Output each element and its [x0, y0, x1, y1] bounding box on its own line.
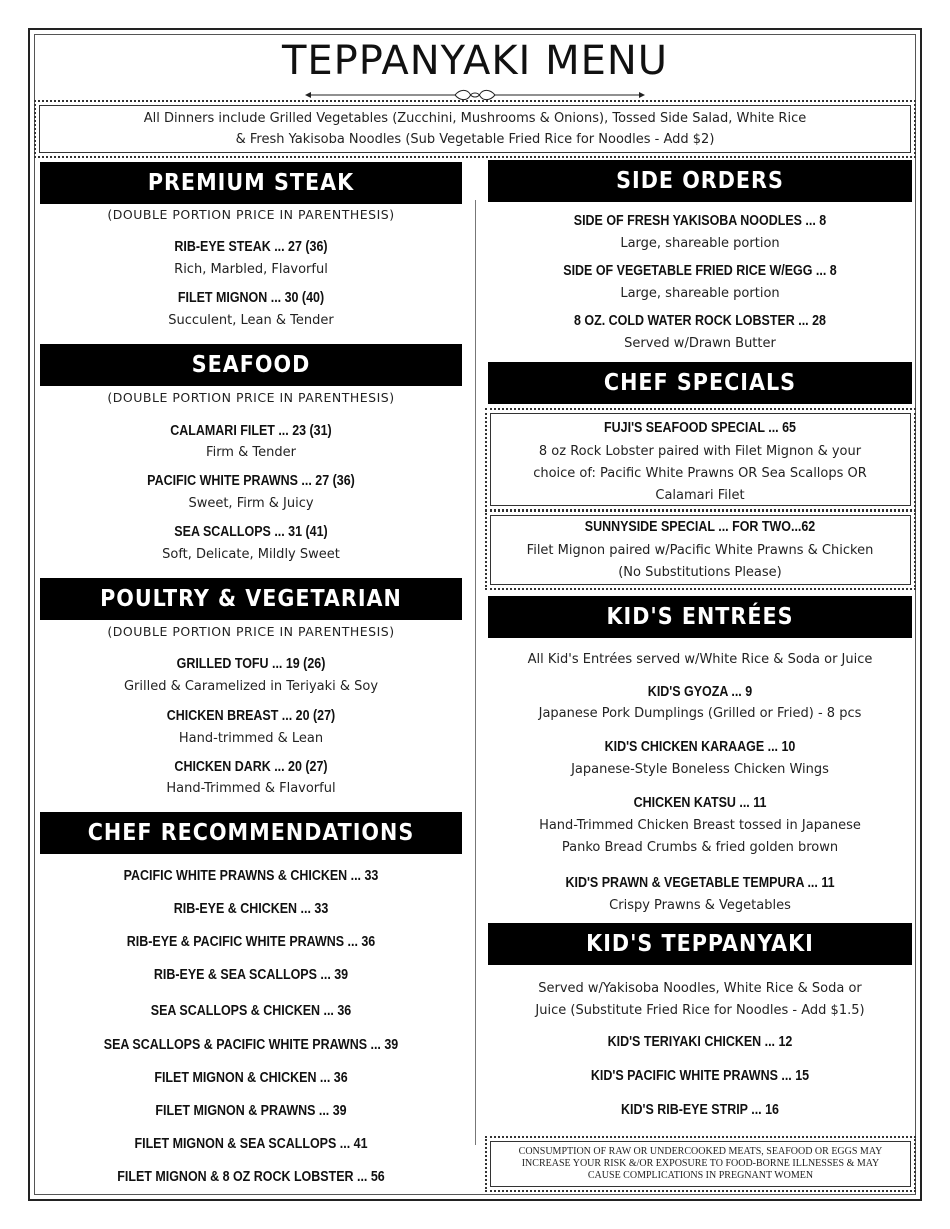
disclaimer-line: CAUSE COMPLICATIONS IN PREGNANT WOMEN	[587, 1170, 814, 1181]
menu-item-name: CHICKEN KATSU ... 11	[633, 795, 767, 811]
recommendation-item: FILET MIGNON & PRAWNS ... 39	[155, 1103, 347, 1119]
menu-item-name: SIDE OF VEGETABLE FRIED RICE W/EGG ... 8	[563, 263, 837, 279]
menu-item-desc: Rich, Marbled, Flavorful	[174, 262, 328, 277]
menu-item-name: CHICKEN DARK ... 20 (27)	[174, 759, 328, 775]
menu-item-name: FILET MIGNON ... 30 (40)	[177, 290, 325, 306]
menu-item-desc: Succulent, Lean & Tender	[168, 313, 334, 328]
menu-item-desc-line: Panko Bread Crumbs & fried golden brown	[561, 840, 839, 855]
chef-specials-heading: CHEF SPECIALS	[488, 362, 912, 404]
recommendation-item: FILET MIGNON & 8 OZ ROCK LOBSTER ... 56	[117, 1169, 385, 1185]
menu-item-name: RIB-EYE STEAK ... 27 (36)	[174, 239, 328, 255]
special-desc-line: Filet Mignon paired w/Pacific White Prawns & Chicken	[526, 543, 874, 558]
menu-item-desc: Large, shareable portion	[620, 286, 780, 301]
menu-item-name: CALAMARI FILET ... 23 (31)	[170, 423, 332, 439]
kids-teppanyaki-heading: KID'S TEPPANYAKI	[488, 923, 912, 965]
menu-item-name: KID'S RIB-EYE STRIP ... 16	[621, 1102, 779, 1118]
kids-teppanyaki-note-line: Juice (Substitute Fried Rice for Noodles - Add $1.5)	[535, 1003, 865, 1018]
special-desc	[488, 441, 912, 507]
recommendation-item: PACIFIC WHITE PRAWNS & CHICKEN ... 33	[123, 868, 379, 884]
recommendation-item: RIB-EYE & PACIFIC WHITE PRAWNS ... 36	[126, 934, 376, 950]
menu-item-desc: Soft, Delicate, Mildly Sweet	[162, 547, 340, 562]
menu-item-desc: Crispy Prawns & Vegetables	[609, 898, 791, 913]
kids-teppanyaki-note	[488, 978, 912, 1022]
menu-item-desc: Firm & Tender	[206, 445, 296, 460]
menu-item-name: KID'S PRAWN & VEGETABLE TEMPURA ... 11	[565, 875, 835, 891]
recommendation-item: RIB-EYE & SEA SCALLOPS ... 39	[153, 967, 349, 983]
menu-item-name: SIDE OF FRESH YAKISOBA NOODLES ... 8	[573, 213, 827, 229]
intro-line: All Dinners include Grilled Vegetables (Zucchini, Mushrooms & Onions), Tossed Side Salad, White Rice	[143, 111, 807, 126]
disclaimer-line: CONSUMPTION OF RAW OR UNDERCOOKED MEATS, SEAFOOD OR EGGS MAY	[518, 1146, 883, 1157]
poultry-note: (DOUBLE PORTION PRICE IN PARENTHESIS)	[107, 624, 395, 639]
seafood-heading: SEAFOOD	[40, 344, 462, 386]
menu-item-name: PACIFIC WHITE PRAWNS ... 27 (36)	[147, 473, 355, 489]
kids-entrees-heading: KID'S ENTRÉES	[488, 596, 912, 638]
recommendation-item: FILET MIGNON & SEA SCALLOPS ... 41	[134, 1136, 368, 1152]
recommendation-item: RIB-EYE & CHICKEN ... 33	[173, 901, 329, 917]
intro-line: & Fresh Yakisoba Noodles (Sub Vegetable Fried Rice for Noodles - Add $2)	[235, 132, 715, 147]
recommendation-item: FILET MIGNON & CHICKEN ... 36	[154, 1070, 348, 1086]
menu-item-name: SEA SCALLOPS ... 31 (41)	[174, 524, 328, 540]
side-orders-heading: SIDE ORDERS	[488, 160, 912, 202]
menu-item-desc: Large, shareable portion	[620, 236, 780, 251]
disclaimer-box	[485, 1136, 916, 1192]
menu-item-desc: Japanese-Style Boneless Chicken Wings	[571, 762, 829, 777]
column-divider	[475, 200, 476, 1145]
premium-steak-note: (DOUBLE PORTION PRICE IN PARENTHESIS)	[107, 207, 395, 222]
special-desc-line: Calamari Filet	[655, 488, 745, 503]
chef-recommendations-heading: CHEF RECOMMENDATIONS	[40, 812, 462, 854]
special-name: FUJI'S SEAFOOD SPECIAL ... 65	[604, 420, 796, 436]
recommendation-item: SEA SCALLOPS & CHICKEN ... 36	[150, 1003, 352, 1019]
seafood-note: (DOUBLE PORTION PRICE IN PARENTHESIS)	[107, 390, 395, 405]
kids-teppanyaki-note-line: Served w/Yakisoba Noodles, White Rice & Soda or	[538, 981, 862, 996]
menu-item-name: GRILLED TOFU ... 19 (26)	[176, 656, 326, 672]
menu-item-desc: Served w/Drawn Butter	[624, 336, 776, 351]
menu-item-desc-line: Hand-Trimmed Chicken Breast tossed in Japanese	[539, 818, 861, 833]
special-desc-line: choice of: Pacific White Prawns OR Sea Scallops OR	[533, 466, 867, 481]
special-desc	[488, 540, 912, 584]
special-desc-line: 8 oz Rock Lobster paired with Filet Mignon & your	[538, 444, 862, 459]
menu-item-name: 8 OZ. COLD WATER ROCK LOBSTER ... 28	[574, 313, 826, 329]
disclaimer-line: INCREASE YOUR RISK &/OR EXPOSURE TO FOOD-BORNE ILLNESSES & MAY	[521, 1158, 880, 1169]
recommendation-item: SEA SCALLOPS & PACIFIC WHITE PRAWNS ... 39	[103, 1037, 399, 1053]
menu-item-desc: Sweet, Firm & Juicy	[188, 496, 314, 511]
kids-entrees-note: All Kid's Entrées served w/White Rice & Soda or Juice	[527, 652, 873, 667]
intro-box	[34, 100, 916, 158]
menu-item-desc	[488, 815, 912, 859]
menu-item-name: KID'S GYOZA ... 9	[647, 684, 753, 700]
menu-title: TEPPANYAKI MENU	[281, 38, 669, 84]
menu-item-name: KID'S CHICKEN KARAAGE ... 10	[604, 739, 796, 755]
menu-item-desc: Hand-trimmed & Lean	[178, 731, 324, 746]
premium-steak-heading: PREMIUM STEAK	[40, 162, 462, 204]
poultry-heading: POULTRY & VEGETARIAN	[40, 578, 462, 620]
menu-item-name: KID'S PACIFIC WHITE PRAWNS ... 15	[590, 1068, 810, 1084]
menu-item-desc: Grilled & Caramelized in Teriyaki & Soy	[123, 679, 379, 694]
menu-item-desc: Japanese Pork Dumplings (Grilled or Fried) - 8 pcs	[538, 706, 862, 721]
menu-item-name: KID'S TERIYAKI CHICKEN ... 12	[607, 1034, 793, 1050]
menu-item-desc: Hand-Trimmed & Flavorful	[166, 781, 336, 796]
special-desc-line: (No Substitutions Please)	[618, 565, 782, 580]
menu-item-name: CHICKEN BREAST ... 20 (27)	[166, 708, 336, 724]
special-name: SUNNYSIDE SPECIAL ... FOR TWO...62	[584, 519, 816, 535]
